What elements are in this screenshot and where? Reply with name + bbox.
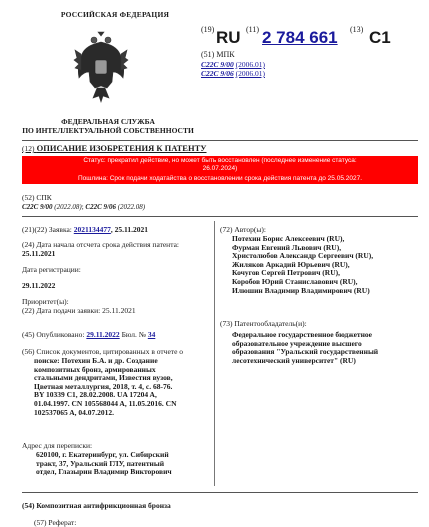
priority-label: Приоритет(ы): <box>22 297 69 306</box>
status-line-1: Статус: прекратил действие, но может быть восстановлен (последнее изменение статуса: <box>83 157 357 164</box>
status-banner <box>22 156 418 174</box>
ipc-row <box>201 60 265 69</box>
ipc-row <box>201 69 265 78</box>
abstract-label: (57) Реферат: <box>34 518 77 527</box>
invention-title: (54) Композитная антифрикционная бронза <box>22 501 171 510</box>
divider <box>22 492 418 493</box>
ipc-date-link[interactable]: (2006.01) <box>235 60 265 69</box>
author-item: Потехин Борис Алексеевич (RU), <box>232 234 345 243</box>
author-item: Жиляков Аркадий Юрьевич (RU), <box>232 259 350 269</box>
registration-value: 29.11.2022 <box>22 281 56 290</box>
author-item: Коробов Юрий Станиславович (RU), <box>232 276 358 286</box>
author-item: Кочугов Сергей Петрович (RU), <box>232 268 340 278</box>
agency-name <box>22 117 194 135</box>
patent-number-link[interactable]: 2 784 661 <box>262 28 338 47</box>
ipc-date-link[interactable]: (2006.01) <box>235 69 265 78</box>
filing-date: (22) Дата подачи заявки: 25.11.2021 <box>22 306 136 315</box>
address-line: тракт, 37, Уральский ГЛУ, патентный <box>36 458 165 468</box>
cited-line: композитных бронз, армированных <box>34 364 156 374</box>
spk-row: C22C 9/00 (2022.08); C22C 9/06 (2022.08) <box>22 203 146 211</box>
registration-label: Дата регистрации: <box>22 265 81 274</box>
spk-code-1: C22C 9/00 <box>22 203 53 211</box>
cited-line: 01.04.1997. CN 105568044 A, 11.05.2016. CN <box>34 398 177 408</box>
spk-label: (52) СПК <box>22 193 52 202</box>
owner-line: образовательное учреждение высшего <box>232 338 362 348</box>
divider <box>22 216 418 217</box>
column-divider <box>214 221 215 486</box>
cited-docs <box>22 357 210 417</box>
country-code: RU <box>216 28 241 47</box>
application-date: , 25.11.2021 <box>110 225 148 234</box>
cited-line: BY 10339 C1, 28.02.2008. UA 17204 A, <box>34 390 157 400</box>
address-label: Адрес для переписки: <box>22 441 93 450</box>
code-19: (19) <box>201 25 215 34</box>
code-13: (13) <box>350 25 364 34</box>
divider <box>22 140 418 141</box>
address-line: 620100, г. Екатеринбург, ул. Сибирский <box>36 450 169 459</box>
cited-line: поиске: Потехин Б.А. и др. Создание <box>34 356 158 365</box>
cited-line: стальными дендритами, Известия вузов, <box>34 373 173 383</box>
owner-block <box>220 331 418 365</box>
ipc-code-link[interactable]: C22C 9/06 <box>201 69 234 78</box>
address-line: отдел, Глазырин Владимир Викторович <box>36 467 172 477</box>
country-name: РОССИЙСКАЯ ФЕДЕРАЦИЯ <box>60 10 170 19</box>
fee-banner: Пошлина: Срок подачи ходатайства о восстановлении срока действия патента до 25.05.2027. <box>22 174 418 184</box>
spk-date-2: (2022.08) <box>117 203 146 211</box>
spk-code-2: C22C 9/06 <box>85 203 116 211</box>
agency-line-1: ФЕДЕРАЛЬНАЯ СЛУЖБА <box>61 117 155 126</box>
ipc-label: (51) МПК <box>201 50 235 59</box>
owner-line: лесотехнический университет" (RU) <box>232 355 356 365</box>
term-start-label: (24) Дата начала отсчета срока действия патента: <box>22 240 179 249</box>
status-line-2: 26.07.2024) <box>202 165 238 172</box>
bulletin-label: Бюл. № <box>121 330 146 339</box>
author-item: Христолюбов Александр Сергеевич (RU), <box>232 251 374 261</box>
authors-label: (72) Автор(ы): <box>220 225 266 234</box>
spk-date-1: (2022.08) <box>54 203 82 211</box>
code-11: (11) <box>246 25 260 34</box>
title-text: ОПИСАНИЕ ИЗОБРЕТЕНИЯ К ПАТЕНТУ <box>36 143 207 153</box>
agency-line-2: ПО ИНТЕЛЛЕКТУАЛЬНОЙ СОБСТВЕННОСТИ <box>22 126 194 135</box>
author-item: Илюшин Владимир Владимирович (RU) <box>232 285 370 295</box>
publication-prefix: (45) Опубликовано: <box>22 330 85 339</box>
owner-line: Федеральное государственное бюджетное <box>232 330 373 339</box>
address-block <box>22 451 210 477</box>
author-item: Фурман Евгений Львович (RU), <box>232 242 342 252</box>
bulletin-number-link[interactable]: 34 <box>147 330 156 339</box>
cited-line: 102537065 A, 04.07.2012. <box>34 407 115 417</box>
application-number-link[interactable]: 2021134477 <box>73 225 111 234</box>
document-title <box>22 143 207 153</box>
owner-line: образования "Уральский государственный <box>232 347 379 357</box>
term-start-value: 25.11.2021 <box>22 249 56 258</box>
cited-line: Цветная металлургия, 2018, т. 4, с. 68-76. <box>34 381 173 391</box>
owner-label: (73) Патентообладатель(и): <box>220 319 307 328</box>
authors-list <box>220 235 418 295</box>
publication-line <box>22 331 210 340</box>
cited-docs-label: (56) Список документов, цитированных в отчете о <box>22 347 184 356</box>
application-line <box>22 226 210 235</box>
ipc-code-link[interactable]: C22C 9/00 <box>201 60 234 69</box>
coat-of-arms-emblem <box>73 30 129 106</box>
publication-date-link[interactable]: 29.11.2022 <box>86 330 120 339</box>
title-code: (12) <box>22 144 35 153</box>
kind-code: C1 <box>369 28 391 47</box>
application-prefix: (21)(22) Заявка: <box>22 225 72 234</box>
